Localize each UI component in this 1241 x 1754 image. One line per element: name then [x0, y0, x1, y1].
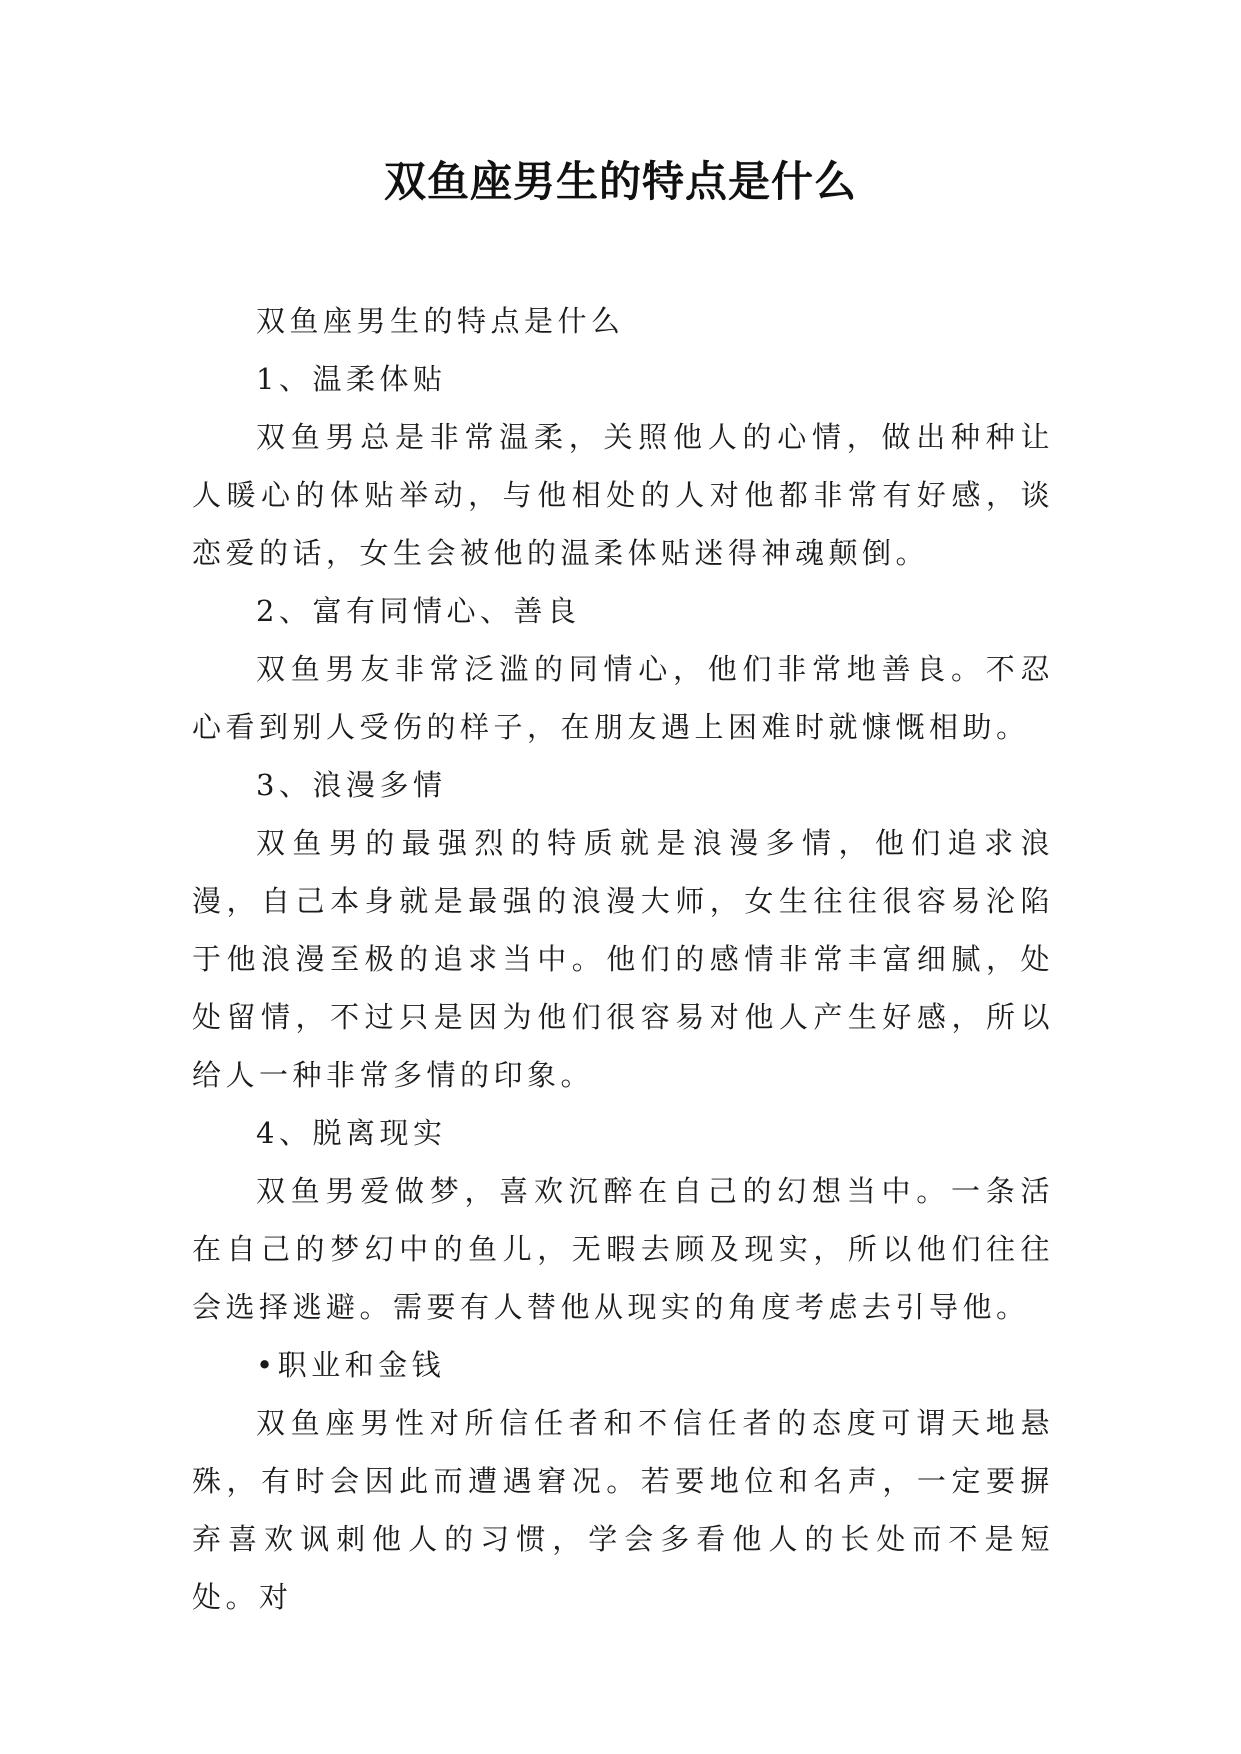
paragraph: 双鱼男爱做梦，喜欢沉醉在自己的幻想当中。一条活在自己的梦幻中的鱼儿，无暇去顾及现实，所以他们往往会选择逃避。需要有人替他从现实的角度考虑去引导他。: [192, 1174, 1054, 1324]
section-heading-4: 4、脱离现实: [256, 1116, 447, 1150]
section-heading-2: 2、富有同情心、善良: [256, 594, 581, 628]
section-heading-1: 1、温柔体贴: [256, 362, 447, 396]
paragraph-heading: 双鱼座男生的特点是什么: [256, 304, 625, 338]
document-body: [192, 292, 1054, 1626]
paragraph: 双鱼男友非常泛滥的同情心，他们非常地善良。不忍心看到别人受伤的样子，在朋友遇上困难时就慷慨相助。: [192, 652, 1054, 744]
bullet-heading: •职业和金钱: [256, 1348, 446, 1382]
section-heading-3: 3、浪漫多情: [256, 768, 447, 802]
paragraph: 双鱼男的最强烈的特质就是浪漫多情，他们追求浪漫，自己本身就是最强的浪漫大师，女生往往很容易沦陷于他浪漫至极的追求当中。他们的感情非常丰富细腻，处处留情，不过只是因为他们很容易对他人产生好感，所以给人一种非常多情的印象。: [192, 826, 1054, 1092]
paragraph: 双鱼男总是非常温柔，关照他人的心情，做出种种让人暖心的体贴举动，与他相处的人对他都非常有好感，谈恋爱的话，女生会被他的温柔体贴迷得神魂颠倒。: [192, 420, 1054, 570]
paragraph: 双鱼座男性对所信任者和不信任者的态度可谓天地悬殊，有时会因此而遭遇窘况。若要地位和名声，一定要摒弃喜欢讽刺他人的习惯，学会多看他人的长处而不是短处。对: [192, 1406, 1054, 1614]
document-title: 双鱼座男生的特点是什么: [383, 157, 857, 206]
